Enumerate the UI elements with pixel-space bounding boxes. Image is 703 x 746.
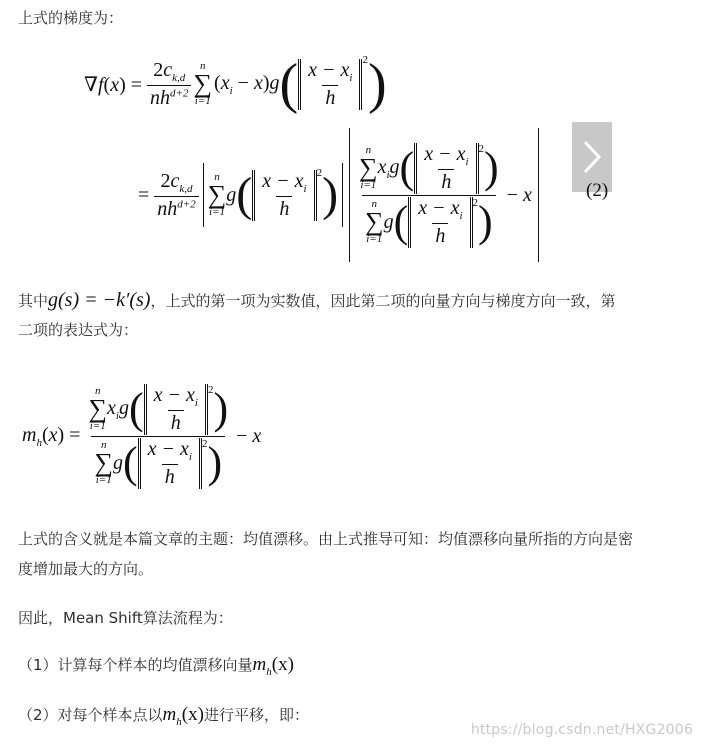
step-2-prefix: （2）对每个样本点以 [18,706,163,724]
gradient-equation-line1: ∇f(x) = $\frac{2c_{k,d}}{nh^{d+2}}$ n ∑ i=1 $(x_i - x)g$ ( $\frac{x - x_i}{h}$ $^2$ ) [84,53,387,115]
watermark: https://blog.csdn.net/HXG2006 [470,722,693,738]
step-1-m-symbol: $m_h(x)$ [252,654,294,678]
chevron-right-icon [581,139,603,175]
mean-shift-vector-equation: $m_h(x)$ = n ∑ i=1 $x_ig$ ( $\frac{x - x_i}{h}$ $^2$ ) n ∑ i=1 g ( $\frac{x - x_i}{h}$ $^2$ ) − x [22,383,262,488]
step-2-suffix: 进行平移，即： [203,706,309,724]
step-1-text: （1）计算每个样本的均值漂移向量 [18,656,253,674]
intro-text: 上式的梯度为： [18,9,124,27]
paragraph-g-definition [18,286,615,315]
paragraph-g-definition-line2: 二项的表达式为： [18,321,139,339]
paragraph-meaning-line2: 度增加最大的方向。 [18,560,154,578]
paragraph-algorithm-intro: 因此，Mean Shift算法流程为： [18,609,233,627]
step-2 [18,701,309,736]
p2-suffix: ，上式的第一项为实数值，因此第二项的向量方向与梯度方向一致，第 [150,292,616,310]
paragraph-meaning-line1: 上式的含义就是本篇文章的主题：均值漂移。由上式推导可知：均值漂移向量所指的方向是密 [18,530,634,548]
gradient-equation-line2: = $\frac{2c_{k,d}}{nh^{d+2}}$ n ∑ i=1 g ( $\frac{x - x_i}{h}$ $^2$ ) n ∑ i=1 $x_ig$ ( $\frac{x - x_i}{h}$ $^2$ ) n ∑ i=1 g ( $\frac{x - x_i}{h}$ $^2$ ) − x [138,126,539,264]
p2-prefix: 其中 [18,292,49,310]
step-2-m-symbol: $m_h(x)$ [162,704,204,728]
g-definition: g(s) = −k′(s) [48,289,151,311]
equation-number: (2) [586,180,609,201]
step-1 [18,651,294,686]
